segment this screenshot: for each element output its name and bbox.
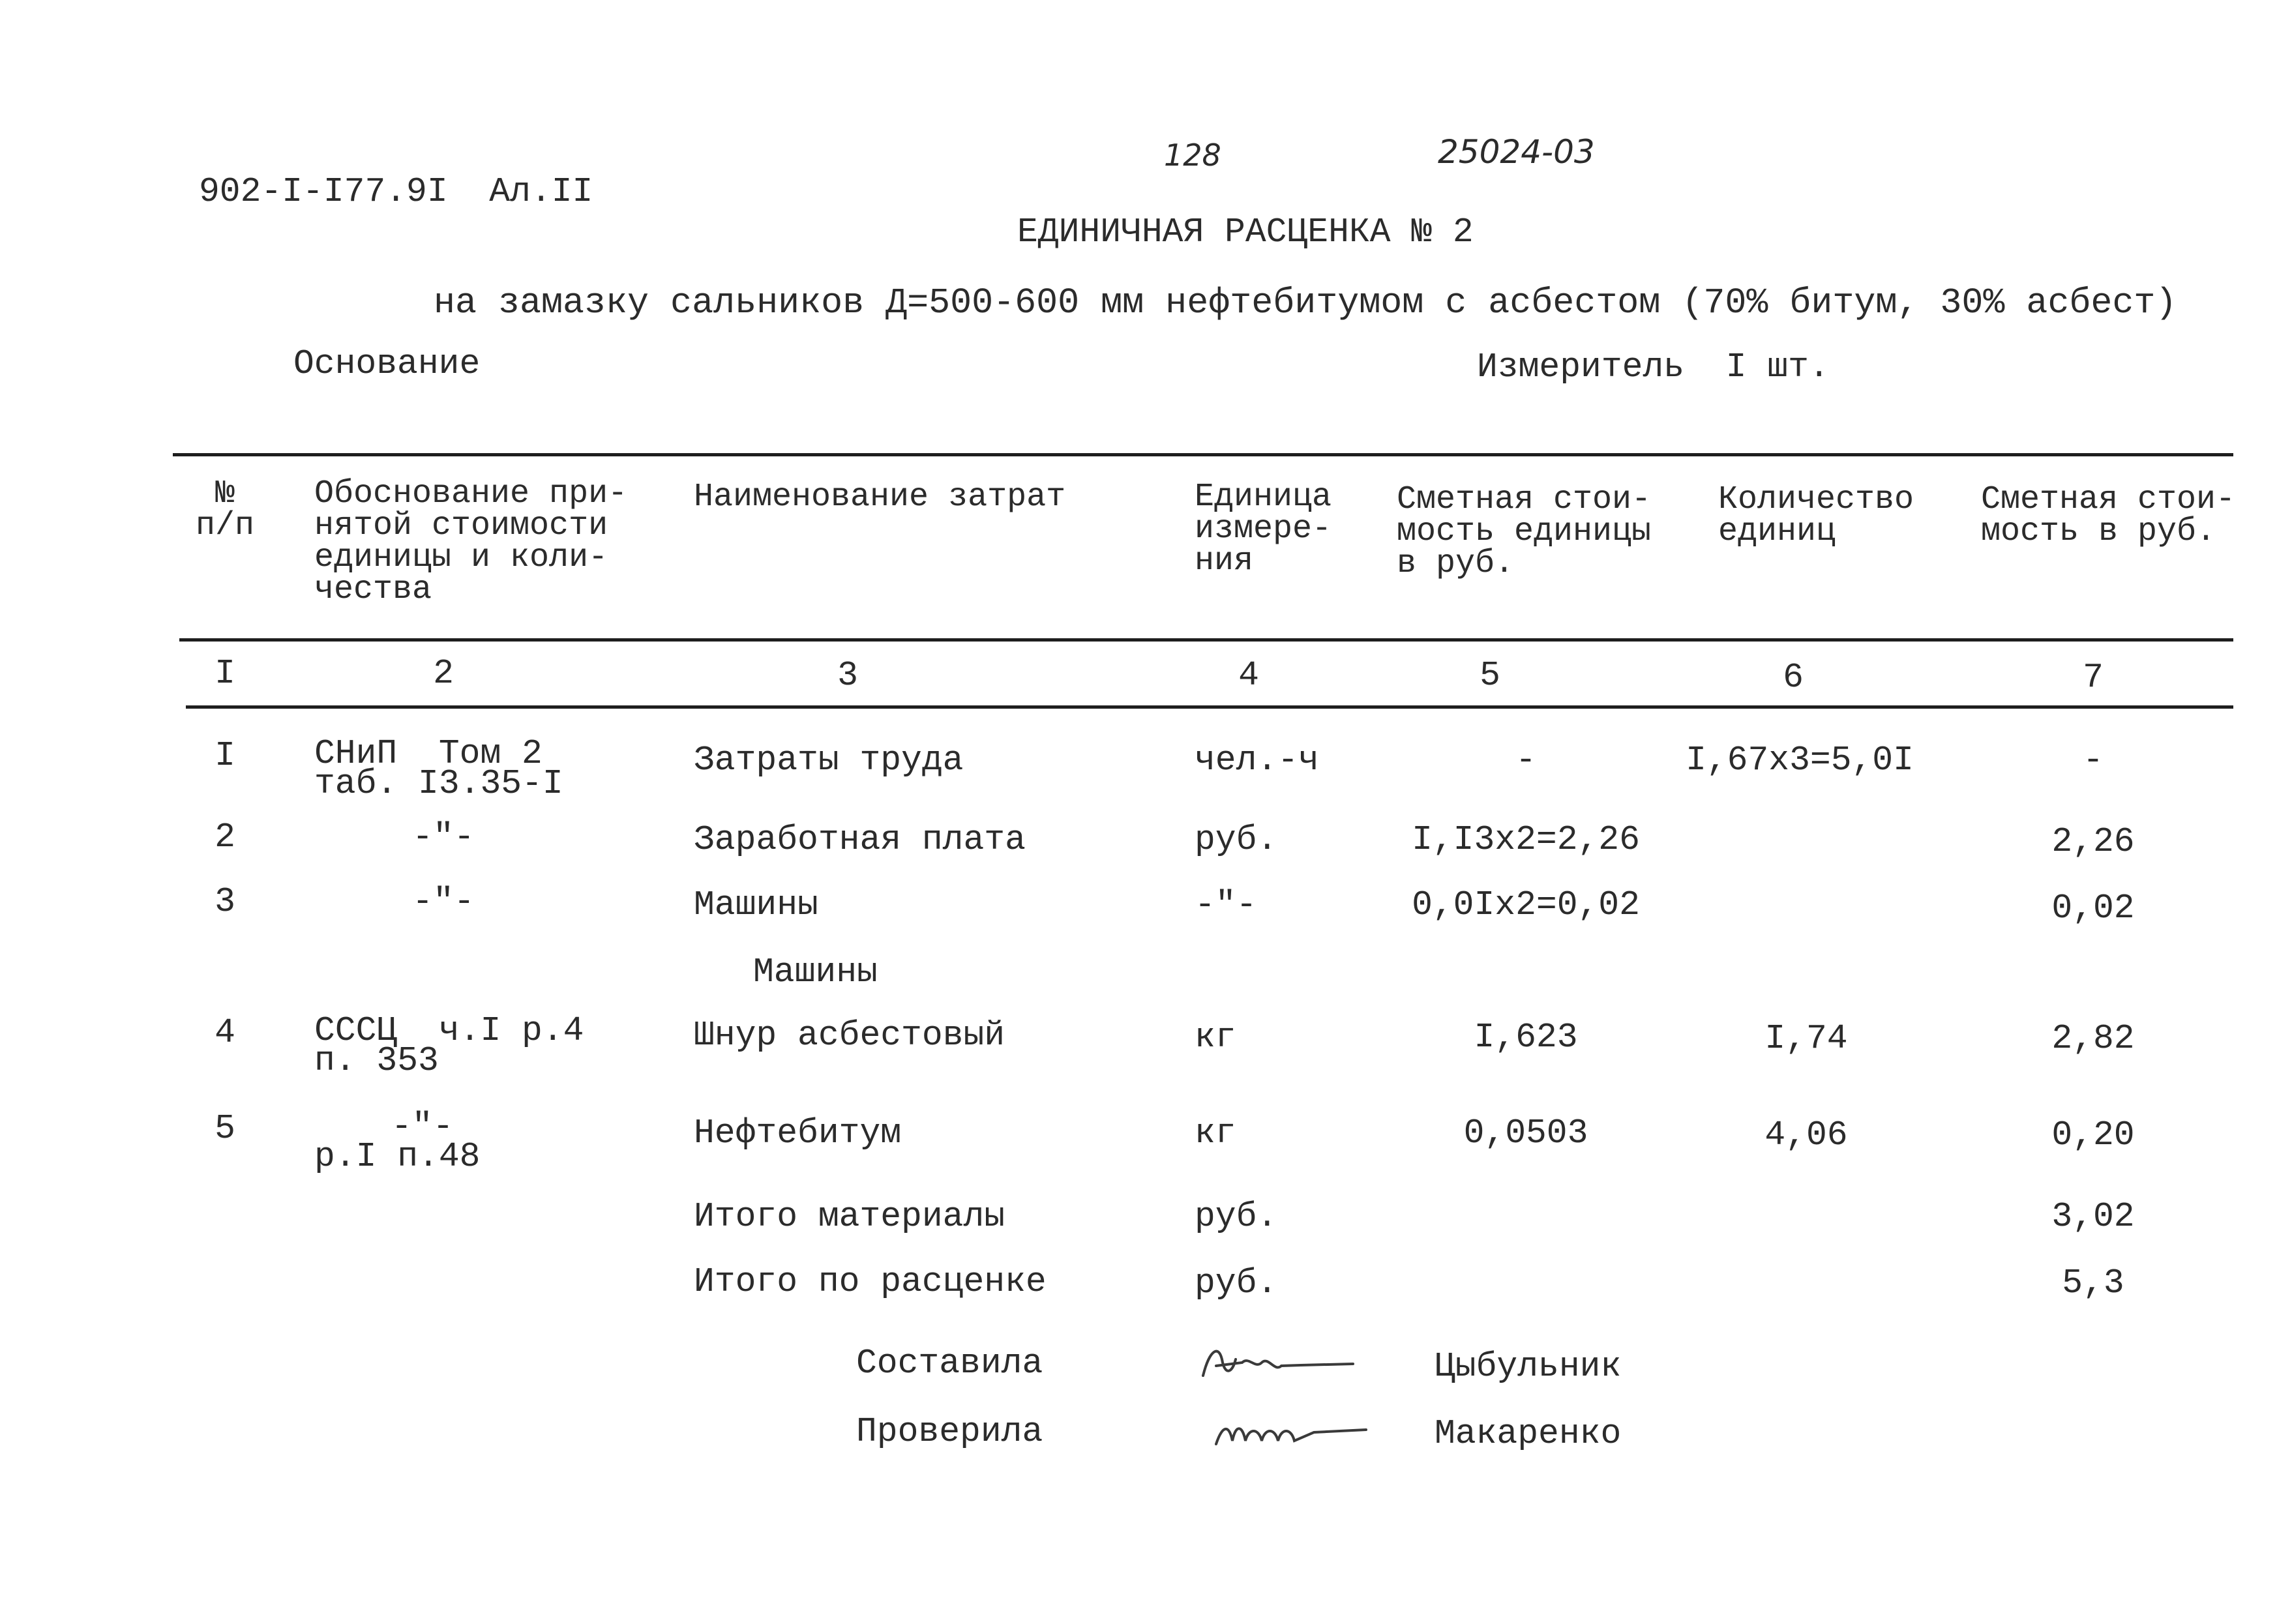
column-number: I xyxy=(215,654,235,693)
unit-label: Измеритель I шт. xyxy=(1477,347,1830,387)
header-cost-name: Наименование затрат xyxy=(694,479,1066,516)
row-cost-name: Машины xyxy=(694,885,818,924)
handwritten-signature-2 xyxy=(1210,1405,1379,1457)
row-unit: руб. xyxy=(1195,820,1278,859)
row-cost-name: Шнур асбестовый xyxy=(694,1016,1005,1055)
row-quantity: I,67х3=5,0I xyxy=(1686,741,1914,780)
row-unit: -"- xyxy=(1195,885,1257,924)
row-unit-price: 0,0Iх2=0,02 xyxy=(1412,885,1640,924)
project-code: 902-I-I77.9I Ал.II xyxy=(199,172,593,211)
header-number: № п/п xyxy=(195,475,254,544)
column-number: 6 xyxy=(1783,658,1804,697)
row-number: 5 xyxy=(215,1109,235,1148)
row-total-cost: 2,26 xyxy=(2051,822,2135,861)
row-cost-name: Затраты труда xyxy=(694,741,964,780)
row-unit: кг xyxy=(1195,1018,1236,1057)
handwritten-signature-1 xyxy=(1197,1336,1366,1389)
signature-name: Макаренко xyxy=(1435,1414,1622,1453)
total-label: Итого материалы xyxy=(694,1197,1005,1236)
signature-name: Цыбульник xyxy=(1435,1347,1622,1386)
total-label: Итого по расценке xyxy=(694,1262,1047,1301)
header-basis: Обоснование при- нятой стоимости единицы и коли- чества xyxy=(314,475,628,608)
row-unit: кг xyxy=(1195,1114,1236,1153)
page-number: 128 xyxy=(1164,138,1221,173)
column-number: 7 xyxy=(2083,658,2104,697)
row-cost-name: Машины xyxy=(753,952,878,992)
row-number: 3 xyxy=(215,882,235,921)
row-unit: чел.-ч xyxy=(1195,741,1319,780)
row-number: 4 xyxy=(215,1013,235,1052)
table-top-rule xyxy=(173,453,2233,456)
column-numbers-rule xyxy=(186,705,2233,709)
row-basis: -"- р.I п.48 xyxy=(314,1107,481,1176)
signature-role: Составила xyxy=(856,1344,1043,1383)
row-cost-name: Нефтебитум xyxy=(694,1114,902,1153)
column-number: 3 xyxy=(837,656,858,695)
row-total-cost: 0,02 xyxy=(2051,889,2135,928)
document-subtitle: на замазку сальников Д=500-600 мм нефтебитумом с асбестом (70% битум, 30% асбест) xyxy=(434,282,2177,323)
total-value: 3,02 xyxy=(2051,1197,2135,1236)
column-number: 4 xyxy=(1238,656,1259,695)
doc-code: 25024-03 xyxy=(1438,133,1595,171)
row-quantity: 4,06 xyxy=(1764,1115,1848,1155)
row-unit-price: 0,0503 xyxy=(1463,1114,1588,1153)
row-basis: СССЦ ч.I р.4 п. 353 xyxy=(314,1011,584,1080)
row-number: 2 xyxy=(215,818,235,857)
row-cost-name: Заработная плата xyxy=(694,820,1026,859)
column-number: 2 xyxy=(433,654,454,693)
row-unit-price: I,I3х2=2,26 xyxy=(1412,820,1640,859)
total-value: 5,3 xyxy=(2062,1263,2124,1303)
row-basis: -"- xyxy=(412,818,475,857)
header-bottom-rule xyxy=(179,638,2233,642)
document-title: ЕДИНИЧНАЯ РАСЦЕНКА № 2 xyxy=(1017,213,1474,252)
row-unit-price: I,623 xyxy=(1474,1018,1578,1057)
total-unit: руб. xyxy=(1195,1263,1278,1303)
column-number: 5 xyxy=(1480,656,1500,695)
header-quantity: Количество единиц xyxy=(1718,481,1914,550)
row-total-cost: - xyxy=(2083,741,2104,780)
header-unit-price: Сметная стои- мость единицы в руб. xyxy=(1397,481,1652,582)
header-unit: Единица измере- ния xyxy=(1195,479,1332,580)
row-total-cost: 0,20 xyxy=(2051,1115,2135,1155)
row-basis: СНиП Том 2 таб. I3.35-I xyxy=(314,734,563,803)
signature-role: Проверила xyxy=(856,1412,1043,1451)
row-number: I xyxy=(215,736,235,775)
row-basis: -"- xyxy=(412,882,475,921)
row-unit-price: - xyxy=(1515,741,1536,780)
header-total-cost: Сметная стои- мость в руб. xyxy=(1981,481,2236,550)
total-unit: руб. xyxy=(1195,1197,1278,1236)
row-quantity: I,74 xyxy=(1764,1019,1848,1058)
basis-label: Основание xyxy=(293,344,481,383)
row-total-cost: 2,82 xyxy=(2051,1019,2135,1058)
